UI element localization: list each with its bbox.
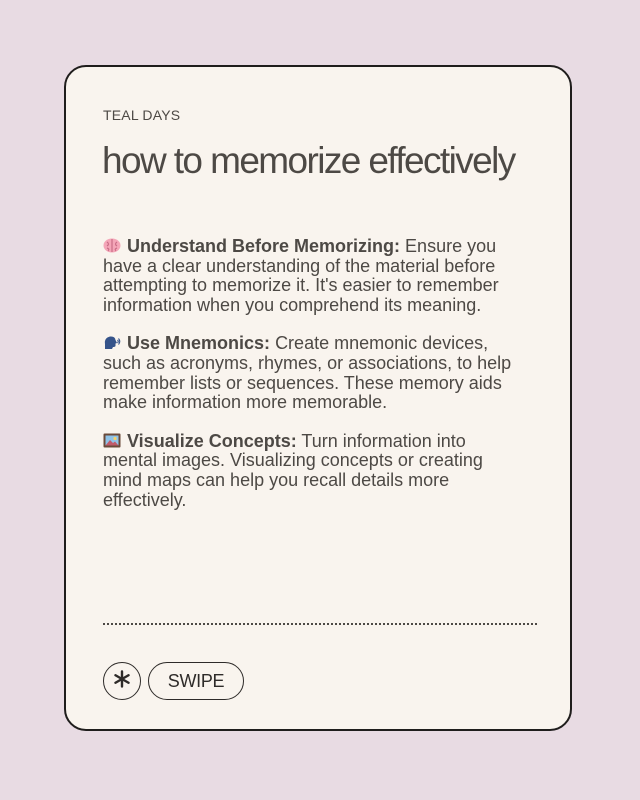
content-card <box>64 65 572 731</box>
speaking-head-icon <box>103 335 121 350</box>
tip-heading: Understand Before Memorizing: <box>127 236 401 256</box>
tip-item <box>103 237 523 315</box>
tip-heading: Visualize Concepts: <box>127 430 297 451</box>
tip-item <box>103 334 523 412</box>
page-title: how to memorize effectively <box>102 140 515 181</box>
tip-text: Turn information into mental images. Visualizing concepts or creating mind maps can help you recall details more effectively. <box>103 430 483 510</box>
swipe-button[interactable]: SWIPE <box>148 662 244 700</box>
brand-label: TEAL DAYS <box>103 107 181 123</box>
dotted-divider <box>103 623 537 625</box>
tip-text: Ensure you have a clear understanding of the material before attempting to memorize it. It's easier to remember information when you comprehend its meaning. <box>103 236 499 315</box>
tips-list <box>103 237 523 529</box>
framed-picture-icon <box>103 433 121 448</box>
tip-text: Create mnemonic devices, such as acronyms, rhymes, or associations, to help remember lists or sequences. These memory aids make information more memorable. <box>103 333 512 413</box>
tip-item <box>103 432 523 510</box>
asterisk-icon <box>112 669 132 694</box>
asterisk-button[interactable] <box>103 662 141 700</box>
brain-icon <box>103 238 121 253</box>
tip-heading: Use Mnemonics: <box>127 333 271 354</box>
